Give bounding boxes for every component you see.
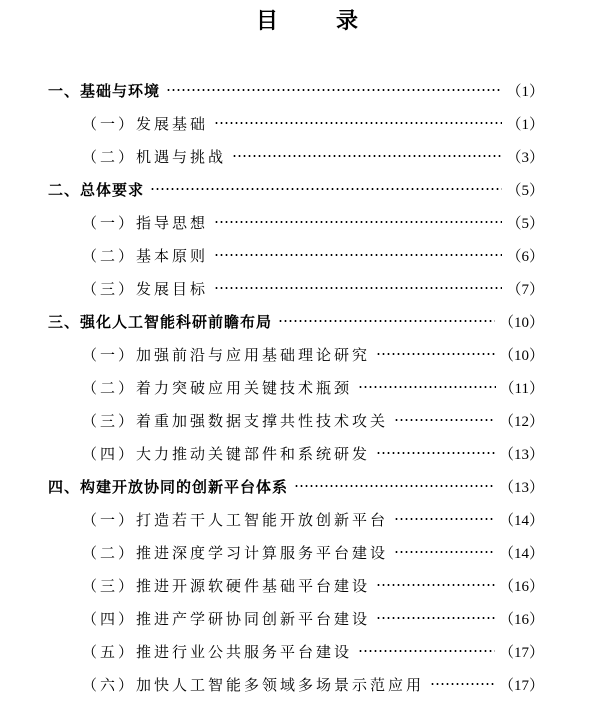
dot-leader [376,452,495,454]
toc-page-number: （14） [498,512,544,529]
toc-page-number: （16） [498,578,544,595]
toc-page-number: （17） [498,677,544,694]
toc-entry-label: （五）推进行业公共服务平台建设 [82,644,353,661]
toc-page-number: （5） [506,182,544,199]
dot-leader [430,683,495,685]
dot-leader [376,584,495,586]
toc-entry-label: （一）指导思想 [82,215,209,232]
toc-entry[interactable] [82,108,544,138]
toc-entry-label: （三）推进开源软硬件基础平台建设 [82,578,371,595]
dot-leader [394,419,495,421]
dot-leader [278,320,495,322]
toc-entry-label: （三）着重加强数据支撑共性技术攻关 [82,413,389,430]
dot-leader [394,551,495,553]
toc-entry-label: （三）发展目标 [82,281,209,298]
toc-entry[interactable] [82,636,544,666]
page-title: 目 录 [255,8,385,33]
dot-leader [214,221,502,223]
dot-leader [394,518,495,520]
dot-leader [214,287,502,289]
toc-page-number: （7） [506,281,544,298]
toc-entry[interactable] [48,75,544,105]
dot-leader [376,617,495,619]
dot-leader [358,386,496,388]
toc-entry-label: 三、强化人工智能科研前瞻布局 [48,313,273,331]
toc-page-number: （5） [506,215,544,232]
toc-entry[interactable] [48,174,544,204]
toc-page-number: （1） [506,83,544,100]
toc-page-number: （13） [498,446,544,463]
toc-entry[interactable] [82,504,544,534]
toc-entry-label: 二、总体要求 [48,181,145,199]
dot-leader [214,254,502,256]
toc-entry-label: （一）打造若干人工智能开放创新平台 [82,512,389,529]
dot-leader [232,155,502,157]
toc-entry-label: （六）加快人工智能多领域多场景示范应用 [82,677,425,694]
toc-entry[interactable] [48,306,544,336]
toc-page-number: （6） [506,248,544,265]
toc-page-number: （11） [499,380,544,397]
toc-page-number: （10） [498,314,544,331]
toc-entry[interactable] [82,372,544,402]
toc-entry[interactable] [82,570,544,600]
toc-page-number: （10） [498,347,544,364]
dot-leader [166,89,502,91]
toc-entry[interactable] [82,339,544,369]
toc-entry-label: （二）推进深度学习计算服务平台建设 [82,545,389,562]
toc-entry-label: （四）大力推动关键部件和系统研发 [82,446,371,463]
toc-entry[interactable] [82,240,544,270]
toc-entry-label: （四）推进产学研协同创新平台建设 [82,611,371,628]
toc-page-number: （12） [498,413,544,430]
toc-page-number: （17） [498,644,544,661]
toc-entry-label: 四、构建开放协同的创新平台体系 [48,478,289,496]
dot-leader [294,485,495,487]
toc-entry-label: （二）基本原则 [82,248,209,265]
toc-entry[interactable] [82,207,544,237]
toc-entry-label: （一）加强前沿与应用基础理论研究 [82,347,371,364]
toc-page-number: （1） [506,116,544,133]
dot-leader [358,650,495,652]
toc-entry[interactable] [82,405,544,435]
toc-entry[interactable] [82,141,544,171]
toc-entry[interactable] [82,603,544,633]
toc-entry[interactable] [82,537,544,567]
toc-entry[interactable] [82,669,544,699]
dot-leader [150,188,502,190]
toc-entry-label: 一、基础与环境 [48,82,161,100]
toc-page-number: （16） [498,611,544,628]
toc-page-number: （14） [498,545,544,562]
dot-leader [214,122,502,124]
dot-leader [376,353,495,355]
toc-page-number: （13） [498,479,544,496]
toc-entry[interactable] [48,471,544,501]
toc-entry-label: （二）着力突破应用关键技术瓶颈 [82,380,353,397]
toc-entry-label: （一）发展基础 [82,116,209,133]
toc-page-number: （3） [506,149,544,166]
toc-entry[interactable] [82,273,544,303]
toc-entry-label: （二）机遇与挑战 [82,149,227,166]
toc-entry[interactable] [82,438,544,468]
